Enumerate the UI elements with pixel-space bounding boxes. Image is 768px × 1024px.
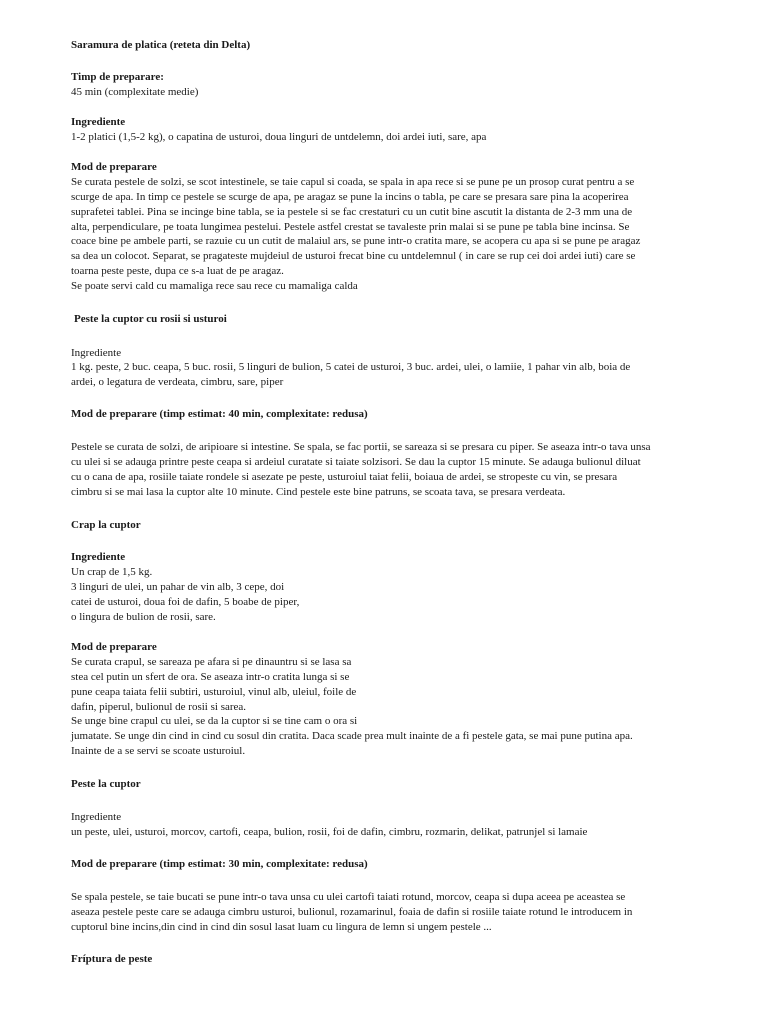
- method-line: toarna peste peste, dupa ce s-a luat de pe aragaz.: [71, 265, 284, 277]
- ingredients-heading: Ingrediente: [71, 347, 122, 359]
- method-line: cimbru si se mai lasa la cuptor alte 10 minute. Cind pestele este bine patruns, se scoata tava, se presara verdeata.: [71, 486, 566, 498]
- method-line: Se unge bine crapul cu ulei, se da la cuptor si se tine cam o ora si: [71, 715, 358, 727]
- ingredients-line: ardei, o legatura de verdeata, cimbru, sare, piper: [71, 376, 284, 388]
- recipe-title: Fríptura de peste: [71, 953, 153, 965]
- recipe-title: Peste la cuptor: [71, 778, 141, 790]
- method-line: pune ceapa taiata felii subtiri, usturoiul, vinul alb, uleiul, foile de: [71, 686, 357, 698]
- method-line: cu o cana de apa, rosiile taiate rondele si asezate pe peste, usturoiul taiat felii, boiaua de ardei, se stropeste cu vin, se presara: [71, 471, 618, 483]
- ingredients-text: 1-2 platici (1,5-2 kg), o capatina de usturoi, doua linguri de untdelemn, doi ardei iuti, sare, apa: [71, 131, 487, 143]
- ingredients-line: o lingura de bulion de rosii, sare.: [71, 611, 216, 623]
- method-line: Inainte de a se servi se scoate usturoiul.: [71, 745, 246, 757]
- ingredients-line: Un crap de 1,5 kg.: [71, 566, 153, 578]
- method-line: Se curata pestele de solzi, se scot intestinele, se taie capul si coada, se spala in apa rece si se pune pe un prosop curat pentru a se: [71, 176, 635, 188]
- ingredients-text: un peste, ulei, usturoi, morcov, cartofi, ceapa, bulion, rosii, foi de dafin, cimbru, rozmarin, delikat, patrunjel si lamaie: [71, 826, 588, 838]
- ingredients-line: catei de usturoi, doua foi de dafin, 5 boabe de piper,: [71, 596, 300, 608]
- method-line: coace bine pe ambele parti, se razuie cu un cutit de malaiul ars, se pune intr-o cratita mare, se acopera cu apa si se pune pe aragaz: [71, 235, 641, 247]
- method-heading: Mod de preparare: [71, 161, 157, 173]
- recipe-title: Peste la cuptor cu rosii si usturoi: [74, 313, 227, 325]
- method-line: jumatate. Se unge din cind in cind cu sosul din cratita. Daca scade prea mult inainte de a fi pestele gata, se mai pune putina apa.: [71, 730, 633, 742]
- method-line: cu ulei si se adauga printre peste ceapa si ardeiul curatate si taiate solzisori. Se dau la cuptor 15 minute. Se adauga bulionul diluat: [71, 456, 641, 468]
- ingredients-heading: Ingrediente: [71, 811, 122, 823]
- method-line: alta, perpendiculare, pe toata lungimea pestelui. Pestele astfel crestat se tavaleste prin malai si se pune pe tabla bine incinsa. Se: [71, 221, 630, 233]
- method-line: cuptorul bine incins,din cind in cind din sosul lasat luam cu lingura de lemn si ungem pestele ...: [71, 921, 492, 933]
- method-heading: Mod de preparare (timp estimat: 30 min, complexitate: redusa): [71, 858, 368, 870]
- method-heading: Mod de preparare (timp estimat: 40 min, complexitate: redusa): [71, 408, 368, 420]
- prep-time-label: Timp de preparare:: [71, 71, 164, 83]
- recipe-title: Crap la cuptor: [71, 519, 141, 531]
- ingredients-line: 3 linguri de ulei, un pahar de vin alb, 3 cepe, doi: [71, 581, 285, 593]
- method-line: Se curata crapul, se sareaza pe afara si pe dinauntru si se lasa sa: [71, 656, 352, 668]
- method-line: aseaza pestele peste care se adauga cimbru usturoi, bulionul, rozamarinul, foaia de dafin si rosiile taiate rotund le introducem in: [71, 906, 633, 918]
- method-line: scurge de apa. In timp ce pestele se scurge de apa, pe aragaz se pune la incins o tabla, pe care se presara sare pina la acoperirea: [71, 191, 629, 203]
- method-heading: Mod de preparare: [71, 641, 157, 653]
- method-line: sa dea un colocot. Separat, se pragateste mujdeiul de usturoi frecat bine cu untdelemnul ( in care se rup cei doi ardei iuti) care se: [71, 250, 636, 262]
- method-line: suprafetei tablei. Pina se incinge bine tabla, se ia pestele si se fac crestaturi cu un cutit bine ascutit la distanta de 2-3 mm una de: [71, 206, 633, 218]
- ingredients-line: 1 kg. peste, 2 buc. ceapa, 5 buc. rosii, 5 linguri de bulion, 5 catei de usturoi, 3 buc. ardei, ulei, o lamiie, 1 pahar vin alb, boia de: [71, 361, 631, 373]
- method-line: dafin, piperul, bulionul de rosii si sarea.: [71, 701, 247, 713]
- method-line: Pestele se curata de solzi, de aripioare si intestine. Se spala, se fac portii, se sareaza si se presara cu piper. Se aseaza intr-o tava unsa: [71, 441, 651, 453]
- method-line: Se poate servi cald cu mamaliga rece sau rece cu mamaliga calda: [71, 280, 358, 292]
- prep-time-value: 45 min (complexitate medie): [71, 86, 199, 98]
- recipe-title: Saramura de platica (reteta din Delta): [71, 39, 251, 51]
- ingredients-heading: Ingrediente: [71, 551, 126, 563]
- ingredients-heading: Ingrediente: [71, 116, 126, 128]
- method-line: stea cel putin un sfert de ora. Se aseaza intr-o cratita lunga si se: [71, 671, 350, 683]
- method-line: Se spala pestele, se taie bucati se pune intr-o tava unsa cu ulei cartofi taiati rotund, morcov, ceapa si dupa aceea pe aceastea se: [71, 891, 626, 903]
